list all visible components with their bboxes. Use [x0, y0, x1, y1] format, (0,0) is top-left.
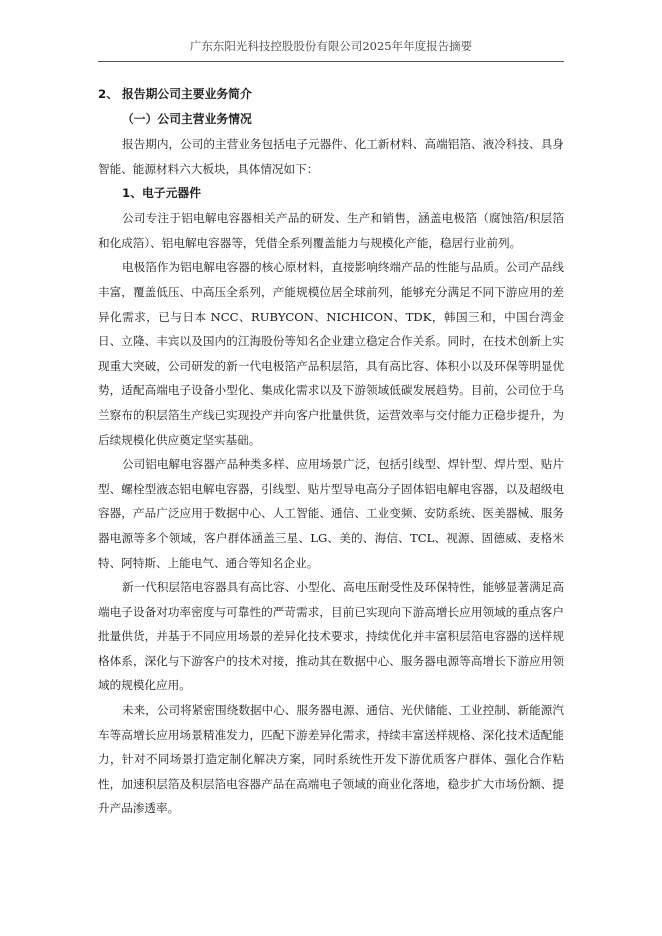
section-title: 报告期公司主要业务简介	[122, 87, 252, 101]
header-divider	[98, 61, 564, 62]
document-body	[98, 82, 564, 821]
item-heading: 1、电子元器件	[122, 186, 201, 201]
subsection-heading: （一）公司主营业务情况	[122, 112, 252, 126]
body-paragraph: 公司铝电解电容器产品种类多样、应用场景广泛，包括引线型、焊针型、焊片型、贴片型、螺栓型液态铝电解电容器，引线型、贴片型导电高分子固体铝电解电容器，以及超级电容器，产品广泛应用于数据中心、人工智能、通信、工业变频、安防系统、医美器械、服务器电源等多个领域，客户群体涵盖三星、LG、美的、海信、TCL、视源、固德威、麦格米特、阿特斯、上能电气、通合等知名企业。	[98, 457, 564, 570]
page-header: 广东东阳光科技控股股份有限公司2025年年度报告摘要	[189, 39, 473, 53]
body-paragraph: 电极箔作为铝电解电容器的核心原材料，直接影响终端产品的性能与品质。公司产品线丰富，覆盖低压、中高压全系列，产能规模位居全球前列，能够充分满足不同下游应用的差异化需求，已与日本 NCC、RUBYCON、NICHICON、TDK，韩国三和，中国台湾金日、立隆、丰宾以及国内的江海股份等知名企业建立稳定合作关系。同时，在技术创新上实现重大突破，公司研发的新一代电极箔产品积层箔，具有高比容、体积小以及环保等明显优势，适配高端电子设备小型化、集成化需求以及下游领域低碳发展趋势。目前，公司位于乌兰察布的积层箔生产线已实现投产并向客户批量供货，运营效率与交付能力正稳步提升，为后续规模化供应奠定坚实基础。	[98, 260, 564, 447]
section-heading	[98, 82, 564, 107]
body-paragraph: 公司专注于铝电解电容器相关产品的研发、生产和销售，涵盖电极箔（腐蚀箔/积层箔和化成箔）、铝电解电容器等，凭借全系列覆盖能力与规模化产能，稳居行业前列。	[98, 211, 564, 250]
intro-paragraph: 报告期内，公司的主营业务包括电子元器件、化工新材料、高端铝箔、液冷科技、具身智能、能源材料六大板块，具体情况如下：	[98, 137, 564, 176]
section-number: 2、	[98, 87, 119, 101]
body-paragraph: 新一代积层箔电容器具有高比容、小型化、高电压耐受性及环保特性，能够显著满足高端电子设备对功率密度与可靠性的严苛需求，目前已实现向下游高增长应用领域的重点客户批量供货，并基于不同应用场景的差异化技术要求，持续优化并丰富积层箔电容器的送样规格体系，深化与下游客户的技术对接，推动其在数据中心、服务器电源等高增长下游应用领域的规模化应用。	[98, 580, 564, 693]
body-paragraph: 未来，公司将紧密围绕数据中心、服务器电源、通信、光伏储能、工业控制、新能源汽车等高增长应用场景精准发力，匹配下游差异化需求，持续丰富送样规格、深化技术适配能力，针对不同场景打造定制化解决方案，同时系统性开发下游优质客户群体、强化合作粘性，加速积层箔及积层箔电容器产品在高端电子领域的商业化落地，稳步扩大市场份额、提升产品渗透率。	[98, 703, 564, 816]
